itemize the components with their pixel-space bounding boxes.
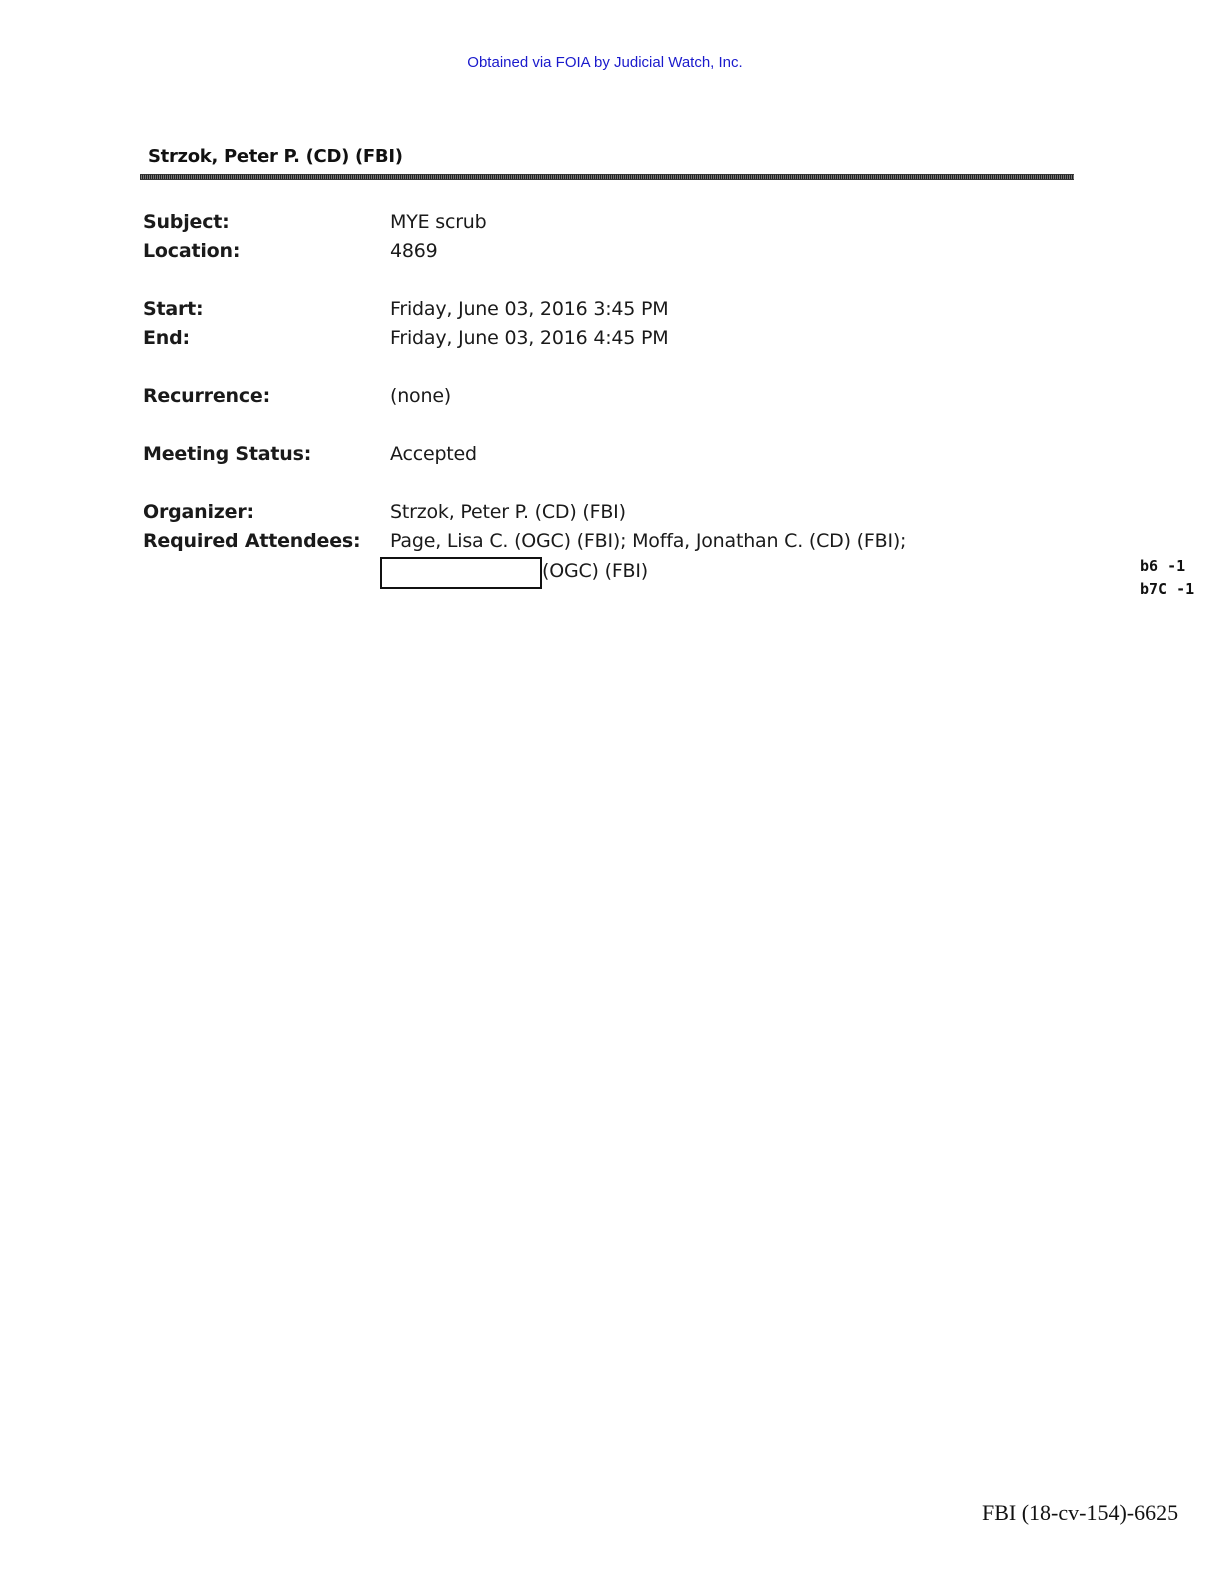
start-label: Start: — [143, 298, 204, 320]
end-label: End: — [143, 327, 190, 349]
required-attendees-line1: Page, Lisa C. (OGC) (FBI); Moffa, Jonathan C. (CD) (FBI); — [390, 530, 907, 552]
required-attendees-label: Required Attendees: — [143, 530, 361, 552]
meeting-status-value: Accepted — [390, 443, 477, 465]
recurrence-value: (none) — [390, 385, 452, 407]
organizer-value: Strzok, Peter P. (CD) (FBI) — [390, 501, 626, 523]
required-attendees-line2: (OGC) (FBI) — [542, 560, 649, 582]
recurrence-label: Recurrence: — [143, 385, 271, 407]
location-label: Location: — [143, 240, 241, 262]
exemption-code-b7c: b7C -1 — [1140, 580, 1195, 598]
exemption-code-b6: b6 -1 — [1140, 557, 1186, 575]
location-value: 4869 — [390, 240, 438, 262]
subject-label: Subject: — [143, 211, 230, 233]
subject-value: MYE scrub — [390, 211, 487, 233]
start-value: Friday, June 03, 2016 3:45 PM — [390, 298, 669, 320]
organizer-label: Organizer: — [143, 501, 254, 523]
redaction-box — [380, 557, 542, 589]
foia-watermark: Obtained via FOIA by Judicial Watch, Inc. — [467, 54, 743, 71]
meeting-status-label: Meeting Status: — [143, 443, 312, 465]
header-divider — [140, 174, 1074, 180]
end-value: Friday, June 03, 2016 4:45 PM — [390, 327, 669, 349]
bates-number: FBI (18-cv-154)-6625 — [982, 1500, 1179, 1525]
sender-name-header: Strzok, Peter P. (CD) (FBI) — [148, 146, 403, 167]
